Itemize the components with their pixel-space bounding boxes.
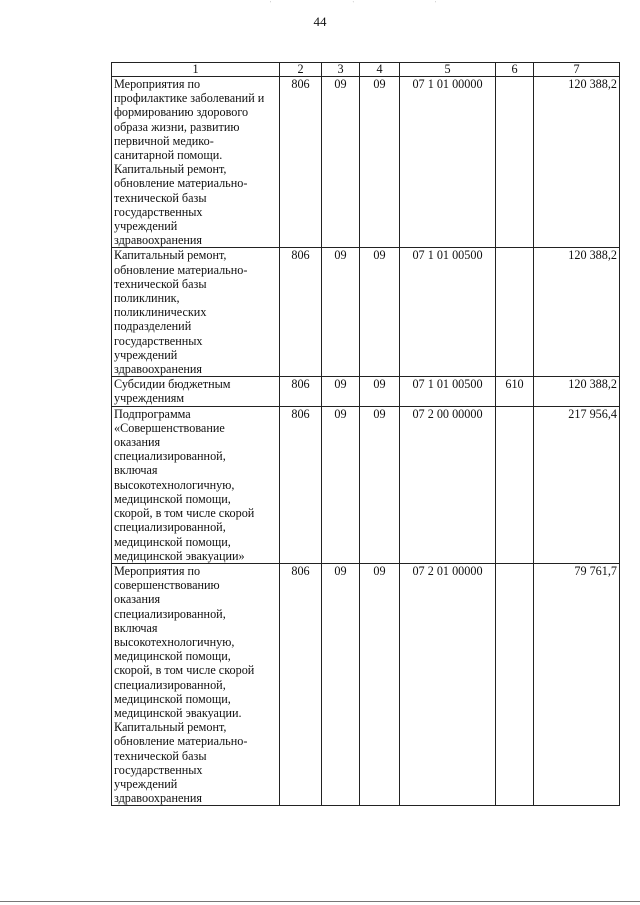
table-row xyxy=(112,563,620,805)
column-header-4: 4 xyxy=(360,63,400,77)
subsection-code: 09 xyxy=(360,406,400,563)
row-name-cell xyxy=(112,377,280,406)
row-name: Мероприятия по совершенствованию оказания специализированной, включая высокотехнологичную, медицинской помощи, скорой, в том числе скорой специализированной, медицинской помощи, медицинской эвакуации. Капитальный ремонт, обновление материально- технической базы государственных учреждений здравоохранения xyxy=(114,563,255,806)
page-edge-line xyxy=(0,901,640,902)
section-code: 09 xyxy=(322,77,360,248)
amount: 217 956,4 xyxy=(534,406,620,563)
table-row xyxy=(112,248,620,377)
table-header-row xyxy=(112,63,620,77)
column-header-5: 5 xyxy=(400,63,496,77)
page-number: 44 xyxy=(313,14,327,29)
expense-type-code: 610 xyxy=(496,377,534,406)
expense-type-code xyxy=(496,406,534,563)
target-article-code: 07 1 01 00500 xyxy=(400,377,496,406)
row-name: Мероприятия по профилактике заболеваний и формированию здорового образа жизни, развитию первичной медико- санитарной помощи. Капитальный ремонт, обновление материально- технической базы государственных учреждений здравоохранения xyxy=(114,77,265,248)
ministry-code: 806 xyxy=(280,377,322,406)
ministry-code: 806 xyxy=(280,563,322,805)
column-header-1: 1 xyxy=(112,63,280,77)
target-article-code: 07 2 01 00000 xyxy=(400,563,496,805)
section-code: 09 xyxy=(322,563,360,805)
subsection-code: 09 xyxy=(360,248,400,377)
column-header-2: 2 xyxy=(280,63,322,77)
section-code: 09 xyxy=(322,406,360,563)
subsection-code: 09 xyxy=(360,77,400,248)
row-name-cell xyxy=(112,77,280,248)
section-code: 09 xyxy=(322,377,360,406)
table-row xyxy=(112,77,620,248)
table-row xyxy=(112,406,620,563)
budget-table xyxy=(111,62,620,806)
amount: 120 388,2 xyxy=(534,77,620,248)
table-row xyxy=(112,377,620,406)
ministry-code: 806 xyxy=(280,77,322,248)
expense-type-code xyxy=(496,563,534,805)
row-name-cell xyxy=(112,563,280,805)
target-article-code: 07 1 01 00000 xyxy=(400,77,496,248)
section-code: 09 xyxy=(322,248,360,377)
expense-type-code xyxy=(496,248,534,377)
subsection-code: 09 xyxy=(360,563,400,805)
ministry-code: 806 xyxy=(280,406,322,563)
row-name: Подпрограмма «Совершенствование оказания специализированной, включая высокотехнологичную, медицинской помощи, скорой, в том числе скорой специализированной, медицинской помощи, медицинской эвакуации» xyxy=(114,406,255,563)
amount: 120 388,2 xyxy=(534,377,620,406)
ministry-code: 806 xyxy=(280,248,322,377)
scan-artifact-marks: ' ' ' xyxy=(270,1,477,7)
amount: 120 388,2 xyxy=(534,248,620,377)
column-header-7: 7 xyxy=(534,63,620,77)
row-name-cell xyxy=(112,248,280,377)
row-name-cell xyxy=(112,406,280,563)
column-header-6: 6 xyxy=(496,63,534,77)
amount: 79 761,7 xyxy=(534,563,620,805)
row-name: Капитальный ремонт, обновление материально- технической базы поликлиник, поликлинических подразделений государственных учреждений здравоохранения xyxy=(114,248,248,377)
column-header-3: 3 xyxy=(322,63,360,77)
target-article-code: 07 2 00 00000 xyxy=(400,406,496,563)
row-name: Субсидии бюджетным учреждениям xyxy=(114,377,231,406)
subsection-code: 09 xyxy=(360,377,400,406)
target-article-code: 07 1 01 00500 xyxy=(400,248,496,377)
expense-type-code xyxy=(496,77,534,248)
